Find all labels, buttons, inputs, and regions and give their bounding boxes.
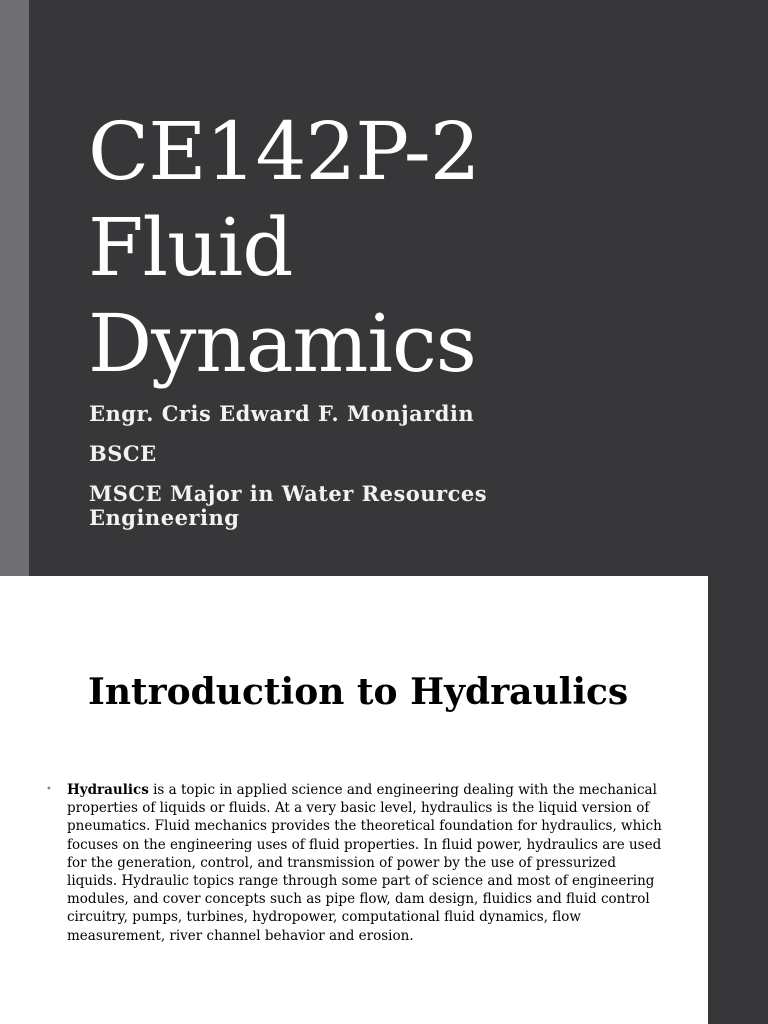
bullet-text: is a topic in applied science and engineering dealing with the mechanical properties of liquids or fluids. At a very basic level, hydraulics is the liquid version of pneumatics. Fluid mechanics provides the theoretical foundation for hydraulics, which focuses on the engineering uses of fluid properties. In fluid power, hydraulics are used for the generation, control, and transmission of power by the use of pressurized liquids. Hydraulic topics range through some part of science and most of engineering modules, and cover concepts such as pipe flow, dam design, fluidics and fluid control circuitry, pumps, turbines, hydropower, computational fluid dynamics, flow measurement, river channel behavior and erosion. [67,782,662,944]
content-slide [0,576,708,1024]
list-item [46,781,666,945]
author-masters: MSCE Major in Water Resources Engineering [89,481,488,530]
course-name-line-1: Fluid [88,201,293,294]
bullet-term: Hydraulics [67,782,149,798]
bullet-marker: • [46,784,52,795]
course-title [88,104,480,392]
author-name: Engr. Cris Edward F. Monjardin [89,401,475,426]
accent-bar [0,0,29,576]
bullet-list [46,781,666,945]
author-info [89,402,549,546]
section-heading: Introduction to Hydraulics [88,671,629,713]
course-name-line-2: Dynamics [88,297,476,390]
course-code: CE142P-2 [88,105,480,198]
author-degree: BSCE [89,441,157,466]
